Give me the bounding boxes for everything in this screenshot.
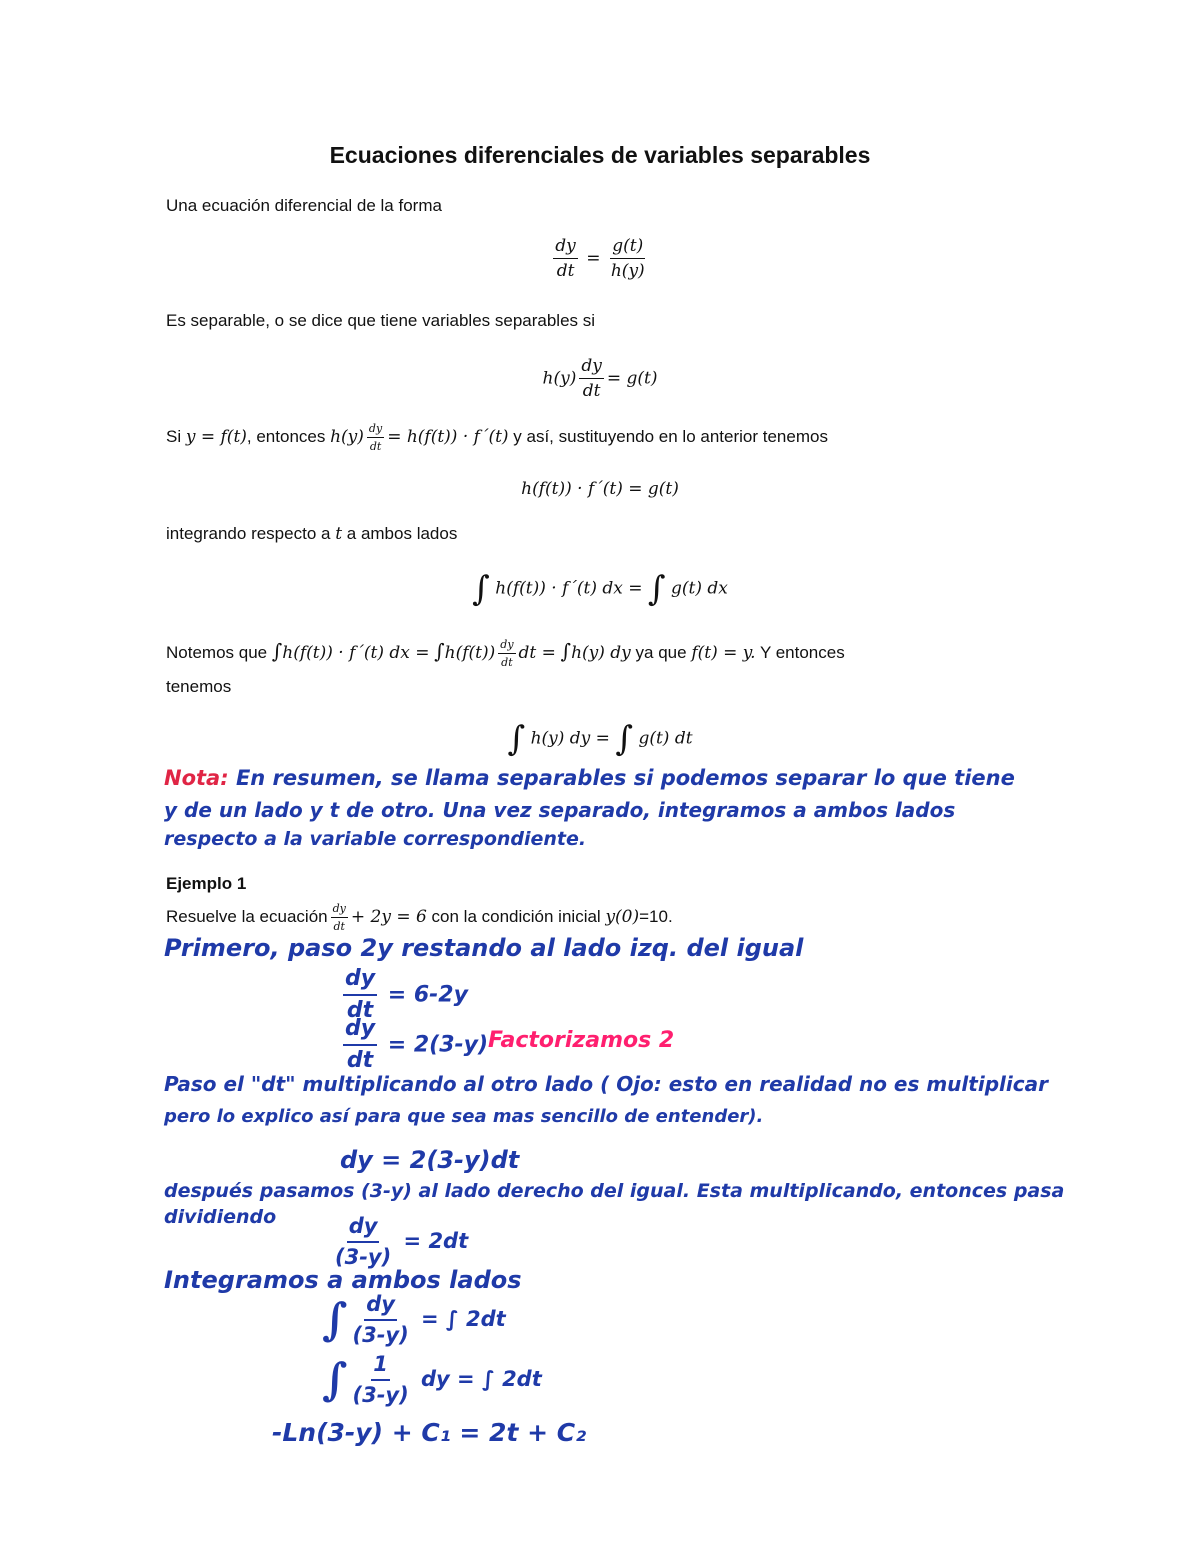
integral-symbol: ∫ — [472, 569, 490, 609]
step-3-equation: $\frac{dy}{(3-y)}$ = 2dt — [335, 1214, 469, 1270]
fraction-dy-dt: $\frac{dy}{dt}$ — [581, 356, 602, 402]
step-3-line-2: dividiendo — [164, 1206, 277, 1228]
nota-label: Nota: — [164, 766, 229, 790]
integral-equation-2: ∫ $\frac{1}{(3-y)}$ dy = ∫ 2dt — [322, 1352, 542, 1408]
step-2-line-2: pero lo explico así para que sea mas sencillo de entender). — [164, 1106, 764, 1127]
factorizamos-note: Factorizamos 2 — [488, 1028, 675, 1053]
integral-symbol: ∫ — [322, 1294, 348, 1346]
equation-1: $\frac{dy}{dt}$ = $\frac{g(t)}{h(y)}$ — [555, 236, 645, 282]
fraction-dy-dt: $\frac{dy}{dt}$ — [555, 236, 576, 282]
fraction-dy-dt-small: $\frac{dy}{dt}$ — [368, 422, 383, 454]
integral-symbol: ∫ — [647, 569, 666, 609]
separable-text: Es separable, o se dice que tiene variables separables si — [166, 311, 596, 330]
step-3-line-1: después pasamos (3-y) al lado derecho del igual. Esta multiplicando, entonces pasa — [164, 1180, 1065, 1202]
integrando-line: integrando respecto a t a ambos lados — [166, 524, 458, 544]
equation-3: h(f(t)) · f´(t) = g(t) — [521, 479, 679, 499]
ejemplo-heading: Ejemplo 1 — [166, 874, 247, 893]
nota-line-3: respecto a la variable correspondiente. — [164, 828, 587, 850]
step-1-equation: $\frac{dy}{dt}$ = 6-2y — [345, 966, 468, 1024]
nota-line-2: y de un lado y t de otro. Una vez separado, integramos a ambos lados — [164, 798, 956, 822]
si-line: Si y = f(t), entonces h(y) $\frac{dy}{dt}$ = h(f(t)) · f´(t) y así, sustituyendo en lo anterior tenemos — [166, 422, 828, 454]
page-title: Ecuaciones diferenciales de variables separables — [329, 142, 871, 168]
step-4-text: Integramos a ambos lados — [164, 1266, 522, 1294]
equation-2: h(y) $\frac{dy}{dt}$ = g(t) — [542, 356, 658, 402]
step-1-factored: $\frac{dy}{dt}$ = 2(3-y) — [345, 1016, 489, 1074]
fraction-g-h: $\frac{g(t)}{h(y)}$ — [610, 236, 645, 282]
integral-equation-1: ∫ $\frac{dy}{(3-y)}$ = ∫ 2dt — [322, 1292, 506, 1348]
equation-5: ∫ h(y) dy = ∫ g(t) dt — [507, 719, 693, 759]
result-equation: -Ln(3-y) + C₁ = 2t + C₂ — [272, 1418, 587, 1447]
equation-4: ∫ h(f(t)) · f´(t) dx = ∫ g(t) dx — [472, 569, 728, 609]
fraction-dy-dt-small: $\frac{dy}{dt}$ — [500, 638, 514, 670]
integral-symbol: ∫ — [507, 719, 526, 759]
nota-line-1: Nota: En resumen, se llama separables si podemos separar lo que tiene — [164, 766, 1015, 790]
fraction-dy-dt-small: $\frac{dy}{dt}$ — [332, 902, 346, 934]
step-2-line-1: Paso el "dt" multiplicando al otro lado ( Ojo: esto en realidad no es multiplicar — [164, 1072, 1048, 1096]
tenemos-text: tenemos — [166, 677, 232, 696]
step-2-equation: dy = 2(3-y)dt — [340, 1146, 520, 1174]
notemos-line: Notemos que ∫h(f(t)) · f´(t) dx = ∫h(f(t)) $\frac{dy}{dt}$ dt = ∫h(y) dy ya que f(t) = y. Y entonces — [166, 638, 845, 670]
integral-symbol: ∫ — [615, 719, 634, 759]
ejemplo-statement: Resuelve la ecuación $\frac{dy}{dt}$ + 2y = 6 con la condición inicial y(0)=10. — [166, 902, 673, 934]
intro-text: Una ecuación diferencial de la forma — [166, 196, 442, 215]
step-1-text: Primero, paso 2y restando al lado izq. del igual — [164, 934, 804, 962]
integral-symbol: ∫ — [322, 1354, 348, 1406]
